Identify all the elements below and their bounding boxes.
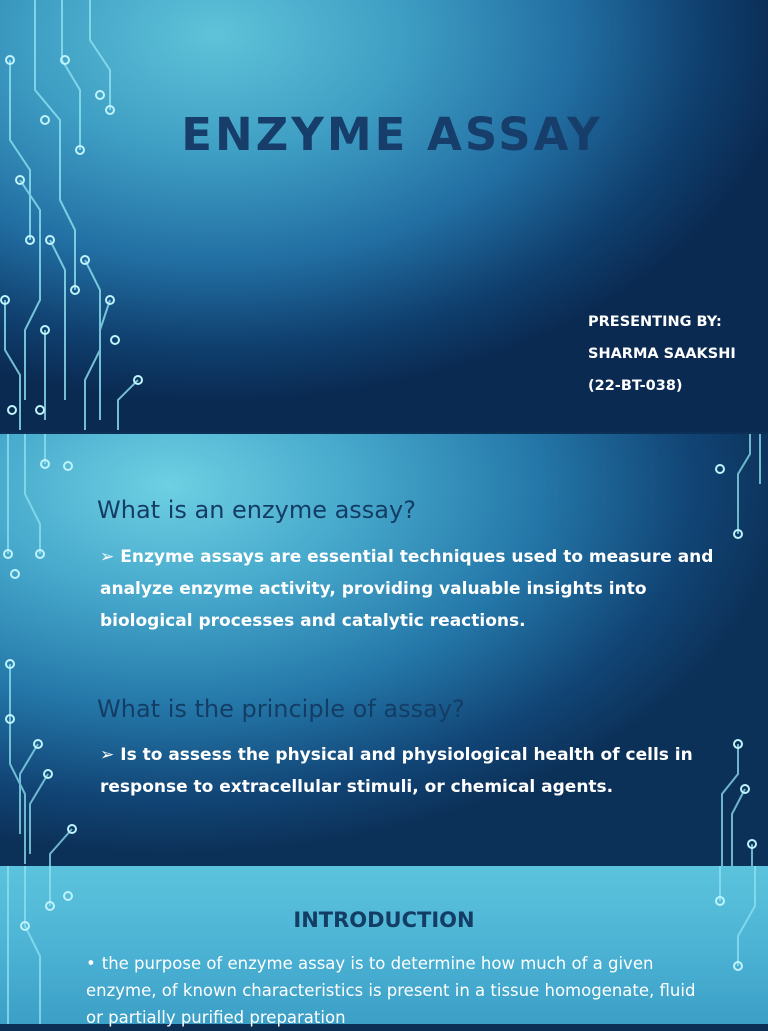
circuit-board-right-icon [700, 866, 768, 1024]
title-slide [0, 0, 768, 432]
answer-principle [100, 739, 720, 803]
circuit-board-left-icon [0, 434, 90, 866]
arrow-bullet-icon: ➢ [100, 547, 115, 567]
answer-enzyme-assay-text: Enzyme assays are essential techniques used to measure and analyze enzyme activity, providing valuable insights into biological processes and catalytic reactions. [100, 547, 714, 631]
introduction-body: the purpose of enzyme assay is to determine how much of a given enzyme, of known characteristics is present in a tissue homogenate, fluid or partially purified preparation [86, 954, 696, 1027]
answer-principle-text: Is to assess the physical and physiological health of cells in response to extracellular stimuli, or chemical agents. [100, 745, 693, 797]
answer-enzyme-assay [100, 541, 720, 637]
introduction-text [86, 950, 696, 1031]
presentation-title: ENZYME ASSAY [181, 108, 603, 161]
arrow-bullet-icon: ➢ [100, 745, 115, 765]
presenter-name: SHARMA SAAKSHI [588, 346, 736, 362]
question-heading-enzyme-assay: What is an enzyme assay? [97, 496, 416, 524]
circuit-board-left-icon [0, 866, 80, 1024]
presenter-label: PRESENTING BY: [588, 314, 722, 330]
presenter-info [588, 306, 736, 402]
question-heading-principle: What is the principle of assay? [97, 695, 465, 723]
circuit-board-icon [0, 0, 160, 432]
bullet-icon: • [86, 954, 96, 973]
presenter-id: (22-BT-038) [588, 378, 683, 394]
introduction-heading: INTRODUCTION [293, 908, 475, 932]
